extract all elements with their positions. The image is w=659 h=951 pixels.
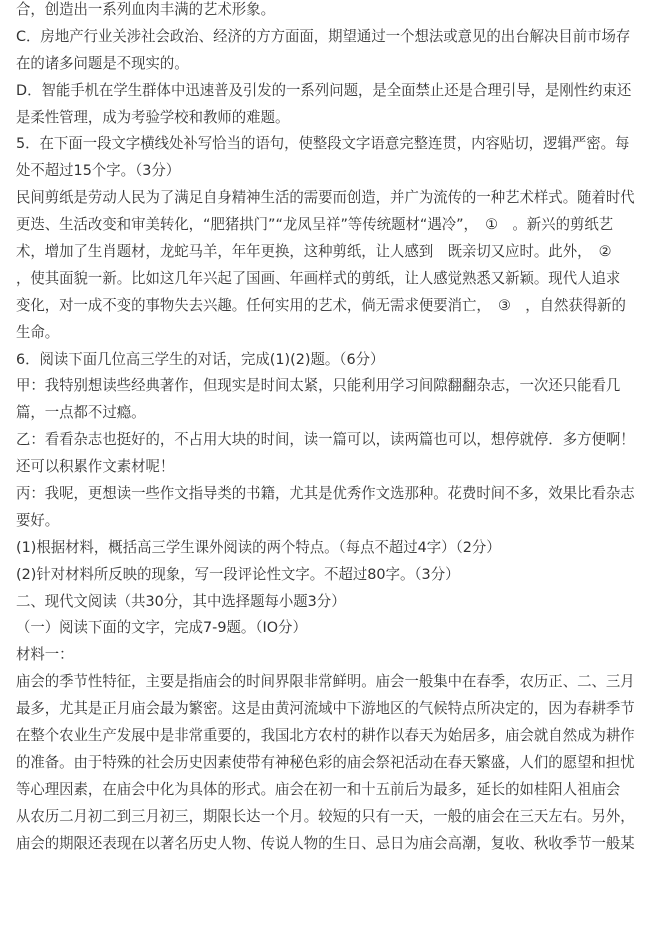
- text-line: 是柔性管理，成为考验学校和教师的难题。: [16, 108, 290, 126]
- text-line: 庙会的季节性特征，主要是指庙会的时间界限非常鲜明。庙会一般集中在春季，农历正、二、三月: [16, 673, 635, 691]
- text-line: 在的诸多问题是不现实的。: [16, 54, 189, 72]
- text-line: 生命。: [16, 323, 60, 341]
- text-line: 术，增加了生肖题材，龙蛇马羊，年年更换，这种剪纸，让人感到 既亲切又应时。此外， ②: [16, 243, 612, 261]
- text-line: 还可以积累作文素材呢！: [16, 458, 175, 476]
- section-heading: 二、现代文阅读（共30分，其中选择题每小题3分）: [16, 592, 346, 610]
- sub-question-1: (1)根据材料，概括高三学生课外阅读的两个特点。（每点不超过4字）（2分）: [16, 538, 501, 556]
- sub-question-2: (2)针对材料所反映的现象，写一段评论性文字。不超过80字。（3分）: [16, 565, 460, 583]
- text-line: ，使其面貌一新。比如这几年兴起了国画、年画样式的剪纸，让人感觉熟悉又新颖。现代人追求: [16, 269, 621, 287]
- text-line: 民间剪纸是劳动人民为了满足自身精神生活的需要而创造，并广为流传的一种艺术样式。随着时代: [16, 189, 635, 207]
- text-line: 处不超过15个字。（3分）: [16, 162, 181, 180]
- text-line: 更迭、生活改变和审美转化，“肥猪拱门”“龙凤呈祥”等传统题材“遇冷”， ① 。新兴的剪纸艺: [16, 216, 614, 234]
- document-body: [16, 0, 652, 858]
- text-line: 变化，对一成不变的事物失去兴趣。任何实用的艺术，倘无需求便要消亡， ③ ，自然获得新的: [16, 296, 626, 314]
- text-line: D．智能手机在学生群体中迅速普及引发的一系列问题，是全面禁止还是合理引导，是刚性约束还: [16, 81, 632, 99]
- text-line: 从农历二月初二到三月初三，期限长达一个月。较短的只有一天，一般的庙会在三天左右。另外，: [16, 807, 635, 825]
- text-line: 的准备。由于特殊的社会历史因素使带有神秘色彩的庙会祭祀活动在春天繁盛，人们的愿望和担忧: [16, 753, 635, 771]
- text-line: 甲：我特别想读些经典著作，但现实是时间太紧，只能利用学习间隙翻翻杂志，一次还只能看几: [16, 377, 621, 395]
- question-6-prompt: 6．阅读下面几位高三学生的对话，完成(1)(2)题。（6分）: [16, 350, 385, 368]
- text-line: 在整个农业生产发展中是非常重要的，我国北方农村的耕作以春天为始居多，庙会就自然成为耕作: [16, 727, 635, 745]
- text-line: 最多，尤其是正月庙会最为繁密。这是由黄河流域中下游地区的气候特点所决定的，因为春耕季节: [16, 700, 635, 718]
- text-line: 要好。: [16, 511, 60, 529]
- text-line: 丙：我呢，更想读一些作文指导类的书籍，尤其是优秀作文选那种。花费时间不多，效果比看杂志: [16, 485, 635, 503]
- text-line: C．房地产行业关涉社会政治、经济的方方面面，期望通过一个想法或意见的出台解决目前市场存: [16, 27, 631, 45]
- text-line: 乙：看看杂志也挺好的，不占用大块的时间，读一篇可以，读两篇也可以，想停就停．多方便啊！: [16, 431, 635, 449]
- text-line: 篇，一点都不过瘾。: [16, 404, 146, 422]
- text-line: 合，创造出一系列血肉丰满的艺术形象。: [16, 1, 275, 18]
- subsection-heading: （一）阅读下面的文字，完成7-9题。（IO分）: [16, 619, 307, 637]
- material-label: 材料一：: [16, 646, 74, 664]
- text-line: 庙会的期限还表现在以著名历史人物、传说人物的生日、忌日为庙会高潮，复收、秋收季节一般某: [16, 834, 635, 852]
- question-5-prompt: 5．在下面一段文字横线处补写恰当的语句，使整段文字语意完整连贯，内容贴切，逻辑严密。每: [16, 135, 630, 153]
- text-line: 等心理因素，在庙会中化为具体的形式。庙会在初一和十五前后为最多，延长的如桂阳人祖庙会: [16, 780, 621, 798]
